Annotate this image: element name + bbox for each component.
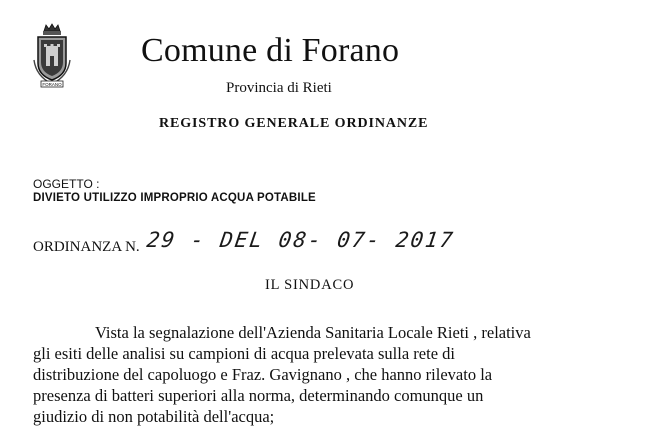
subject-text: DIVIETO UTILIZZO IMPROPRIO ACQUA POTABILE	[33, 192, 316, 204]
body-line: Vista la segnalazione dell'Azienda Sanitaria Locale Rieti , relativa	[95, 323, 531, 342]
municipality-title: Comune di Forano	[141, 32, 400, 69]
body-line: distribuzione del capoluogo e Fraz. Gavignano , che hanno rilevato la	[33, 365, 493, 384]
coat-of-arms-icon	[32, 22, 72, 88]
body-line: presenza di batteri superiori alla norma, determinando comunque un	[33, 386, 484, 405]
crest-label: FORANO	[42, 81, 62, 87]
ordinance-handwritten-number: 29 - DEL 08- 07- 2017	[145, 228, 457, 252]
registry-heading: REGISTRO GENERALE ORDINANZE	[159, 116, 429, 131]
mayor-heading: IL SINDACO	[265, 277, 355, 293]
body-paragraph	[33, 322, 633, 427]
body-line: gli esiti delle analisi su campioni di acqua prelevata sulla rete di	[33, 344, 455, 363]
province-subtitle: Provincia di Rieti	[226, 80, 332, 96]
body-line: giudizio di non potabilità dell'acqua;	[33, 407, 275, 426]
ordinance-number-label: ORDINANZA N.	[33, 239, 140, 255]
subject-label: OGGETTO :	[33, 177, 100, 191]
